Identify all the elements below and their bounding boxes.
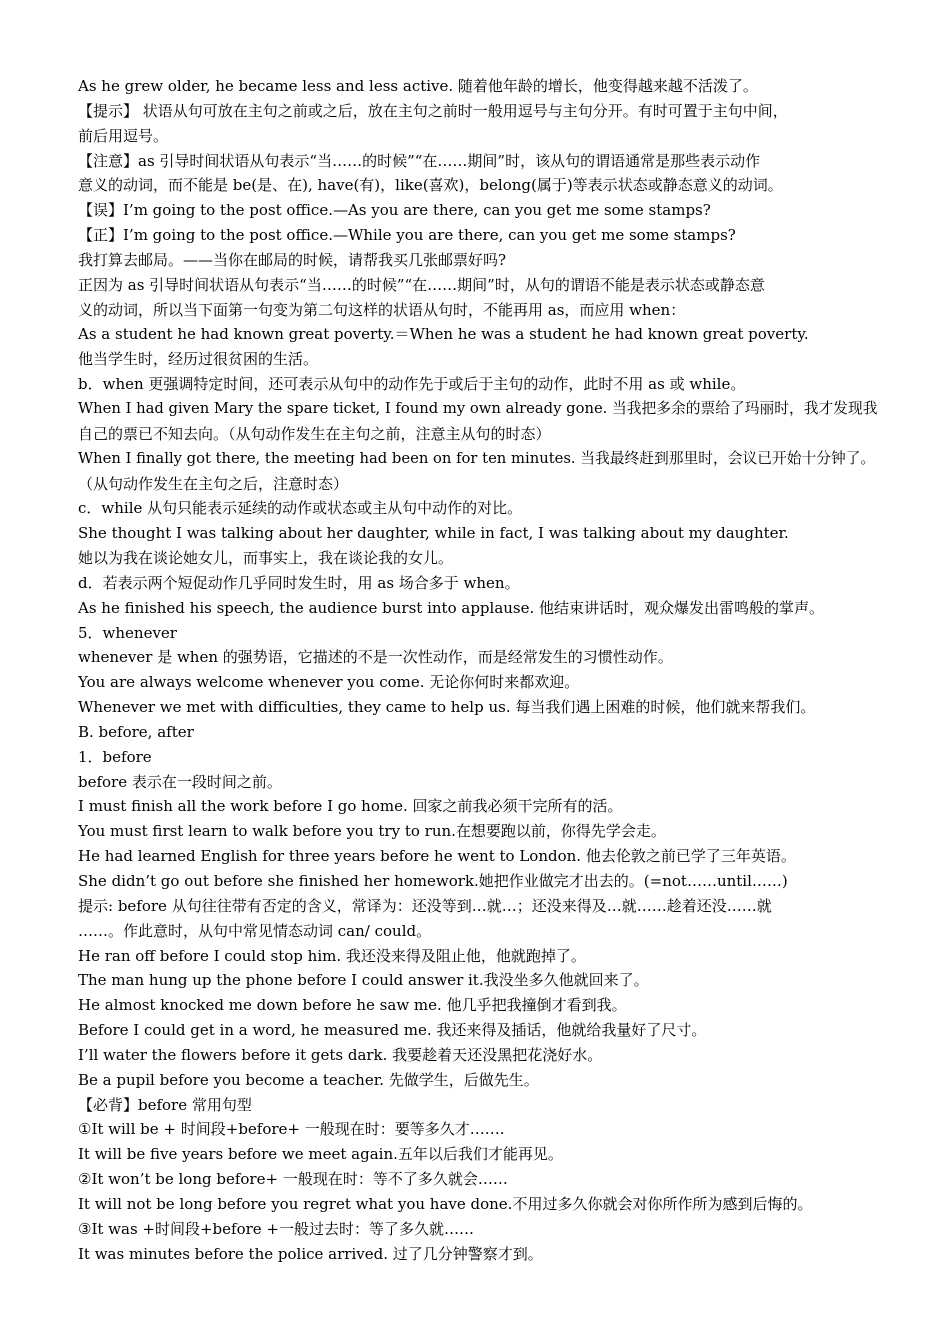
text-line: ……。作此意时，从句中常见情态动词 can/ could。 (78, 921, 432, 940)
text-line: 【正】I’m going to the post office.—While you are there, can you get me some stamps? (78, 226, 736, 245)
text-line: He almost knocked me down before he saw me. 他几乎把我撞倒才看到我。 (78, 996, 627, 1015)
text-line: Before I could get in a word, he measured me. 我还来得及插话，他就给我量好了尺寸。 (78, 1021, 707, 1040)
text-line: I must finish all the work before I go home. 回家之前我必须干完所有的活。 (78, 797, 623, 816)
text-line: b．when 更强调特定时间，还可表示从句中的动作先于或后于主句的动作，此时不用 as 或 while。 (78, 375, 746, 394)
text-line: ②It won’t be long before+ 一般现在时：等不了多久就会…… (78, 1170, 508, 1189)
text-line: 【注意】as 引导时间状语从句表示“当……的时候”“在……期间”时，该从句的谓语通常是那些表示动作 (78, 151, 761, 170)
text-line: It will be five years before we meet again.五年以后我们才能再见。 (78, 1145, 563, 1164)
text-line: I’ll water the flowers before it gets dark. 我要趁着天还没黑把花浇好水。 (78, 1045, 603, 1064)
document-page (78, 74, 886, 1267)
text-line: He ran off before I could stop him. 我还没来得及阻止他，他就跑掉了。 (78, 946, 586, 965)
text-line: As he grew older, he became less and less active. 随着他年龄的增长，他变得越来越不活泼了。 (78, 77, 758, 95)
text-line: ①It will be + 时间段+before+ 一般现在时：要等多久才……. (78, 1120, 505, 1139)
section-heading: 5．whenever (78, 623, 177, 642)
section-heading: B. before, after (78, 722, 194, 741)
text-line: He had learned English for three years before he went to London. 他去伦敦之前已学了三年英语。 (78, 847, 796, 866)
text-line: d．若表示两个短促动作几乎同时发生时，用 as 场合多于 when。 (78, 573, 520, 592)
text-line: As a student he had known great poverty.＝When he was a student he had known great poverty. (78, 325, 809, 344)
text-line: whenever 是 when 的强势语，它描述的不是一次性动作，而是经常发生的习惯性动作。 (78, 648, 673, 667)
text-line: When I had given Mary the spare ticket, I found my own already gone. 当我把多余的票给了玛丽时，我才发现我 (78, 399, 878, 417)
text-line: c．while 从句只能表示延续的动作或状态或主从句中动作的对比。 (78, 499, 523, 518)
text-line: It will not be long before you regret what you have done.不用过多久你就会对你所作所为感到后悔的。 (78, 1194, 813, 1213)
text-line: 提示: before 从句往往带有否定的含义，常译为：还没等到…就…；还没来得及…就……趁着还没……就 (78, 896, 772, 915)
text-line: When I finally got there, the meeting had been on for ten minutes. 当我最终赶到那里时，会议已开始十分钟了。 (78, 449, 876, 467)
text-line: 正因为 as 引导时间状语从句表示“当……的时候”“在……期间”时，从句的谓语不能是表示状态或静态意 (78, 275, 765, 294)
text-line: Be a pupil before you become a teacher. 先做学生，后做先生。 (78, 1070, 539, 1089)
text-line: 自己的票已不知去向。（从句动作发生在主句之前，注意主从句的时态） (78, 424, 551, 443)
text-line: 前后用逗号。 (78, 126, 169, 145)
text-line: 【误】I’m going to the post office.—As you are there, can you get me some stamps? (78, 201, 711, 220)
text-line: Whenever we met with difficulties, they came to help us. 每当我们遇上困难的时候，他们就来帮我们。 (78, 698, 816, 717)
text-line: 我打算去邮局。——当你在邮局的时候，请帮我买几张邮票好吗? (78, 250, 507, 269)
text-line: before 表示在一段时间之前。 (78, 772, 282, 791)
text-line: She didn’t go out before she finished her homework.她把作业做完才出去的。(=not……until……) (78, 872, 788, 890)
text-line: As he finished his speech, the audience burst into applause. 他结束讲话时，观众爆发出雷鸣般的掌声。 (78, 598, 825, 617)
text-line: （从句动作发生在主句之后，注意时态） (78, 474, 349, 493)
text-line: You must first learn to walk before you try to run.在想要跑以前，你得先学会走。 (78, 822, 666, 841)
text-line: 他当学生时，经历过很贫困的生活。 (78, 350, 319, 369)
text-line: It was minutes before the police arrived. 过了几分钟警察才到。 (78, 1244, 543, 1263)
text-line: 义的动词，所以当下面第一句变为第二句这样的状语从句时，不能再用 as，而应用 when： (78, 300, 686, 319)
text-line: 意义的动词，而不能是 be(是、在), have(有)，like(喜欢)，belong(属于)等表示状态或静态意义的动词。 (78, 176, 783, 195)
text-line: She thought I was talking about her daughter, while in fact, I was talking about my daughter. (78, 524, 789, 543)
text-line: 她以为我在谈论她女儿，而事实上，我在谈论我的女儿。 (78, 549, 454, 568)
text-line: 【提示】 状语从句可放在主句之前或之后，放在主句之前时一般用逗号与主句分开。有时可置于主句中间， (78, 101, 788, 120)
text-line: You are always welcome whenever you come. 无论你何时来都欢迎。 (78, 673, 580, 692)
text-line: The man hung up the phone before I could answer it.我没坐多久他就回来了。 (78, 971, 649, 990)
text-line: ③It was +时间段+before +一般过去时：等了多久就…… (78, 1219, 475, 1238)
section-heading: 1．before (78, 747, 152, 766)
text-line: 【必背】before 常用句型 (78, 1095, 252, 1114)
